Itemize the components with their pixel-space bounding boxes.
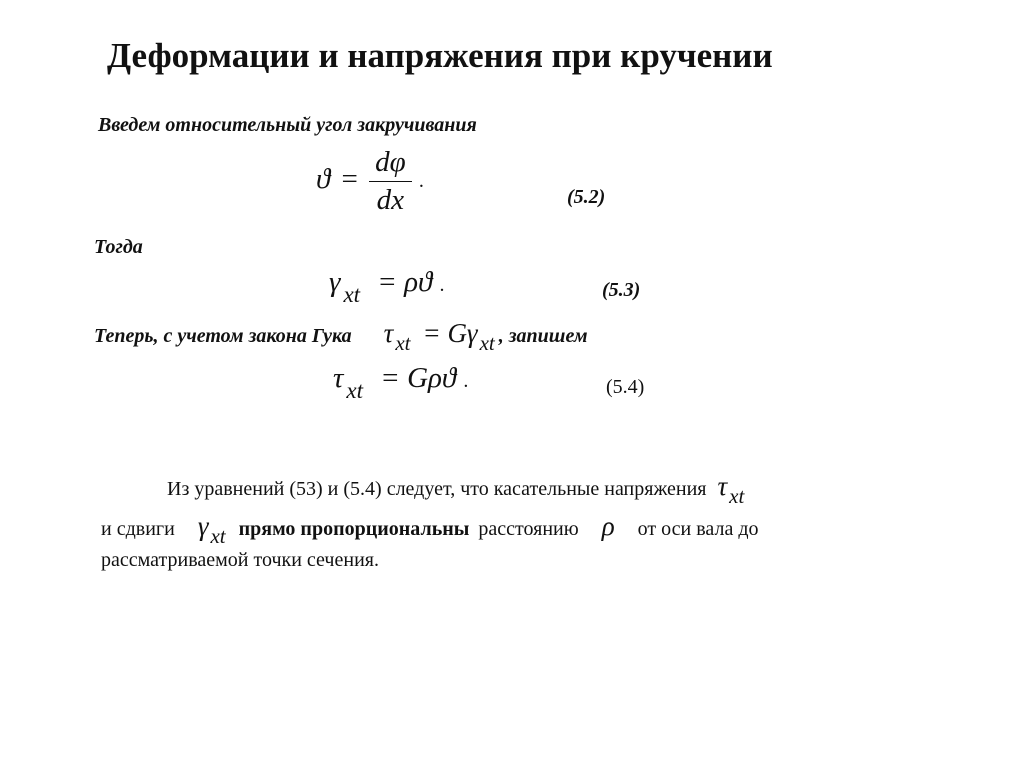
eq53-rhs: = ρϑ <box>377 266 433 298</box>
conclusion-bold: прямо пропорциональны <box>238 518 470 540</box>
conclusion-line-3: рассматриваемой точки сечения. <box>101 549 379 571</box>
eq54-dot: . <box>463 370 469 392</box>
hooke-tau-sub: xt <box>395 331 411 355</box>
hooke-tau: τ <box>383 318 394 348</box>
equation-5-4-number: (5.4) <box>606 376 645 398</box>
then-label: Тогда <box>94 236 143 258</box>
conclusion-gamma: γ <box>197 511 209 541</box>
eq54-lhs: τ <box>333 362 344 394</box>
eq52-numerator: dφ <box>369 146 412 182</box>
hooke-suffix: , запишем <box>498 325 588 347</box>
eq52-lhs: ϑ <box>316 163 331 196</box>
hooke-line <box>94 318 588 355</box>
eq52-denominator: dx <box>376 184 405 216</box>
conclusion-text-1: Из уравнений (53) и (5.4) следует, что касательные напряжения <box>167 478 707 500</box>
conclusion-rho: ρ <box>601 511 615 541</box>
conclusion-tau: τ <box>717 471 728 501</box>
conclusion-text-2a: и сдвиги <box>101 518 175 540</box>
intro-text: Введем относительный угол закручивания <box>98 114 477 136</box>
equation-5-3 <box>329 266 445 307</box>
eq53-lhs-sub: xt <box>343 282 361 307</box>
conclusion-line-1 <box>167 471 745 508</box>
eq53-dot: . <box>439 274 445 296</box>
conclusion-line-2 <box>101 511 759 548</box>
hooke-prefix: Теперь, с учетом закона Гука <box>94 325 352 347</box>
page-title: Деформации и напряжения при кручении <box>107 36 773 75</box>
eq52-dot: . <box>418 170 424 192</box>
eq54-rhs: = Gρϑ <box>380 362 457 394</box>
equation-5-3-number: (5.3) <box>602 279 641 301</box>
eq52-equals: = <box>341 163 358 196</box>
equation-5-2-number: (5.2) <box>567 186 606 208</box>
eq53-lhs: γ <box>329 266 341 298</box>
conclusion-text-2c: от оси вала до <box>637 518 759 540</box>
equation-5-4 <box>333 362 469 403</box>
hooke-mid-sub: xt <box>479 331 495 355</box>
conclusion-gamma-sub: xt <box>210 524 226 548</box>
conclusion-tau-sub: xt <box>729 484 745 508</box>
eq52-fraction <box>369 146 412 217</box>
eq54-lhs-sub: xt <box>346 378 363 403</box>
equation-5-2 <box>316 146 424 217</box>
conclusion-text-2b: расстоянию <box>478 518 579 540</box>
hooke-mid: = Gγ <box>422 318 478 348</box>
